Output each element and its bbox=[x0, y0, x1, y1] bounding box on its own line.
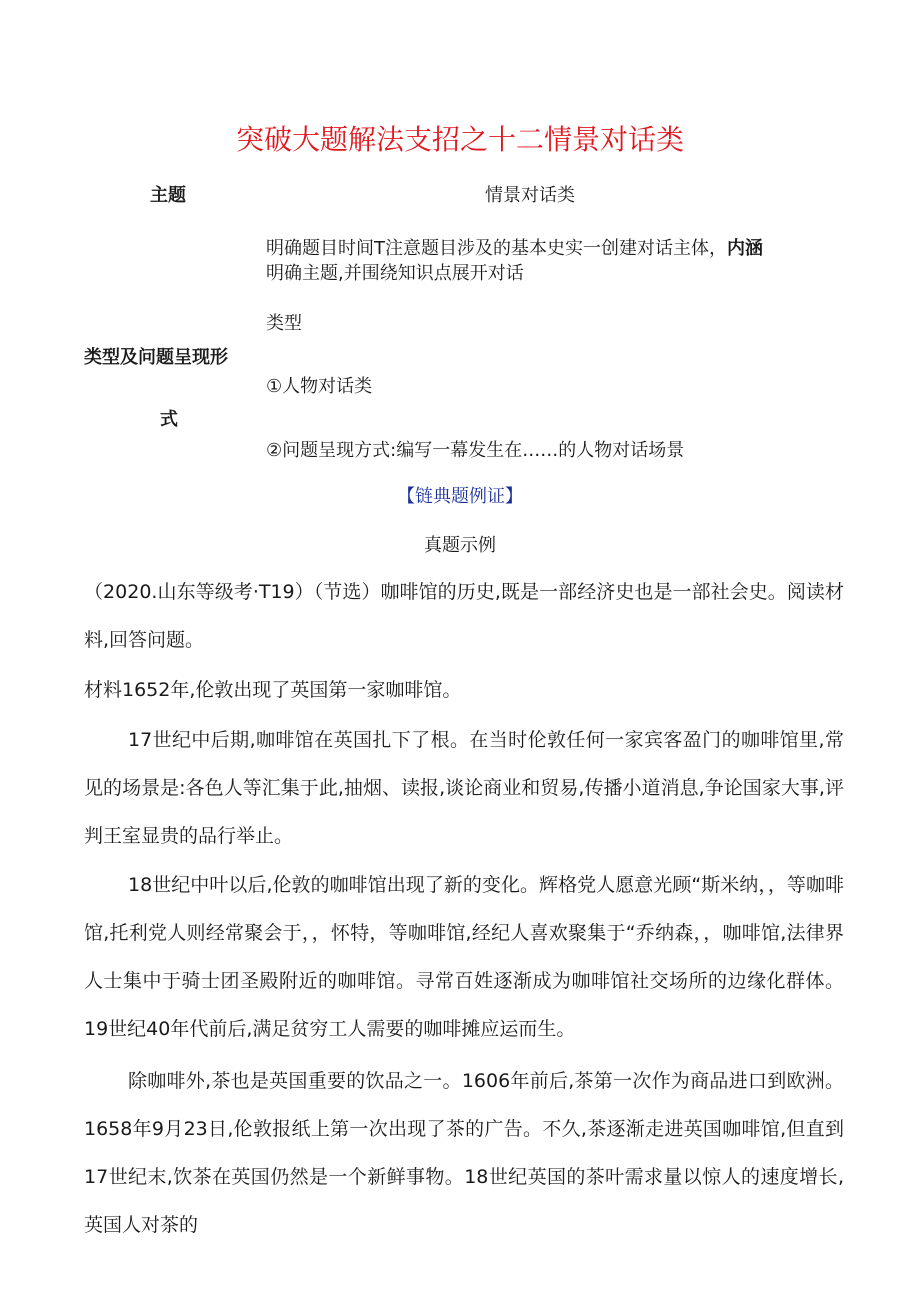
connotation-text-body: 明确题目时间T注意题目涉及的基本史实一创建对话主体， bbox=[266, 238, 727, 259]
page-title: 突破大题解法支招之十二情景对话类 bbox=[235, 123, 684, 156]
connotation-text bbox=[266, 234, 763, 260]
type-item-1: ①人物对话类 bbox=[266, 376, 373, 397]
theme-value: 情景对话类 bbox=[485, 185, 575, 206]
example-heading: 真题示例 bbox=[424, 535, 496, 556]
paragraph-1: （2020.山东等级考·T19）（节选）咖啡馆的历史,既是一部经济史也是一部社会史。阅读材料,回答问题。 bbox=[84, 581, 844, 651]
type-section-label: 类型及问题呈现形 bbox=[84, 347, 228, 368]
theme-label: 主题 bbox=[150, 185, 186, 206]
type-item-2: ②问题呈现方式:编写一幕发生在……的人物对话场景 bbox=[266, 440, 685, 461]
paragraph-3: 17世纪中后期,咖啡馆在英国扎下了根。在当时伦敦任何一家宾客盈门的咖啡馆里,常见的场景是:各色人等汇集于此,抽烟、读报,谈论商业和贸易,传播小道消息,争论国家大事,评判王室显贵的品行举止。 bbox=[84, 729, 844, 847]
paragraph-2: 材料1652年,伦敦出现了英国第一家咖啡馆。 bbox=[84, 679, 462, 701]
connotation-label: 内涵 bbox=[727, 238, 763, 259]
type-section-label-2: 式 bbox=[160, 409, 178, 430]
type-label: 类型 bbox=[266, 313, 302, 334]
link-heading: 【链典题例证】 bbox=[397, 486, 523, 507]
paragraph-5: 除咖啡外,茶也是英国重要的饮品之一。1606年前后,茶第一次作为商品进口到欧洲。1658年9月23日,伦敦报纸上第一次出现了茶的广告。不久,茶逐渐走进英国咖啡馆,但直到17世纪末,饮茶在英国仍然是一个新鲜事物。18世纪英国的茶叶需求量以惊人的速度增长,英国人对茶的 bbox=[84, 1070, 844, 1236]
connotation-text-line2: 明确主题,并围绕知识点展开对话 bbox=[266, 263, 524, 284]
paragraph-4: 18世纪中叶以后,伦敦的咖啡馆出现了新的变化。辉格党人愿意光顾“斯米纳，，等咖啡馆,托利党人则经常聚会于，，怀特，等咖啡馆,经纪人喜欢聚集于“乔纳森，，咖啡馆,法律界人士集中于骑士团圣殿附近的咖啡馆。寻常百姓逐渐成为咖啡馆社交场所的边缘化群体。19世纪40年代前后,满足贫穷工人需要的咖啡摊应运而生。 bbox=[84, 874, 844, 1040]
